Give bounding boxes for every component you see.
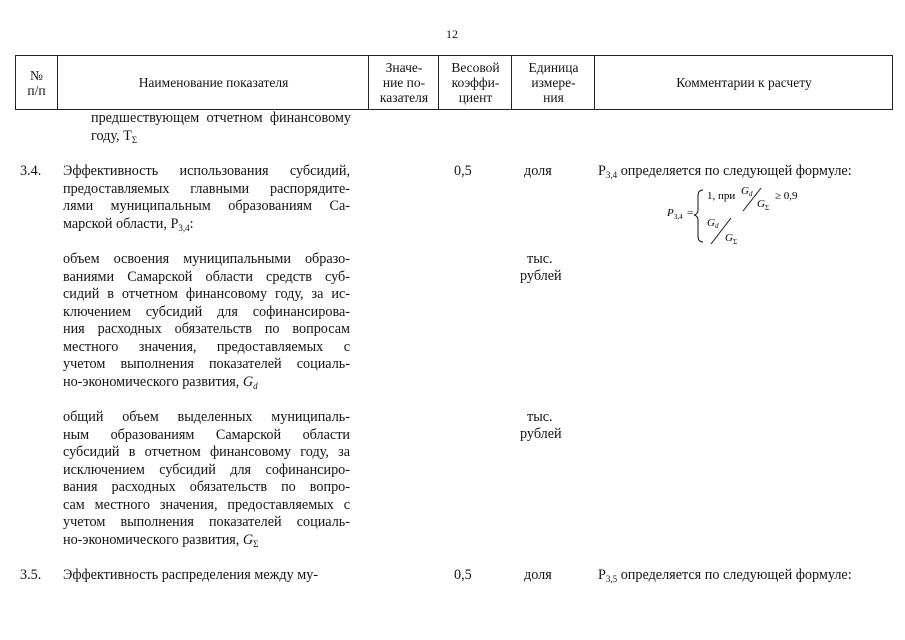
formula-g-den-2: G [725, 232, 733, 244]
row-3-4-comment: $Р_{3,4}$ определяется по следующей формуле: [598, 163, 852, 180]
gd-description: объем освоения муниципальными образо- ваниями Самарской области средств суб- сидий в отчетном финансовому году, за ис- ключением субсидий для софинансирова- ния расходных обязательств по вопросам местного значения, предоставляемых с учетом выполнения показателей социаль- но-экономического развития, $G_d$ [63, 251, 350, 391]
formula-g-num: G [741, 186, 749, 197]
formula-lhs-sub: 3,4 [674, 213, 683, 221]
formula-case1: 1, при [707, 190, 736, 202]
formula-sigma-den-2: Σ [733, 238, 738, 246]
header-num: № п/п [27, 67, 46, 98]
gs-unit-1: тыс. [527, 409, 553, 425]
header-name: Наименование показателя [57, 56, 369, 109]
header-unit: Единица измере- ния [511, 56, 595, 109]
formula-brace [694, 190, 703, 242]
header-weight: Весовой коэффи- циент [438, 56, 512, 109]
row-3-5-comment: $Р_{3,5}$ определяется по следующей формуле: [598, 567, 852, 584]
formula-p34 [665, 186, 825, 246]
page-number: 12 [446, 27, 458, 41]
row-3-5-name: Эффективность распределения между му- [63, 567, 319, 583]
gd-unit-1: тыс. [527, 251, 553, 267]
row-3-5-unit: доля [524, 567, 552, 583]
row-3-4-weight: 0,5 [454, 163, 472, 179]
header-value: Значе- ние по- казателя [368, 56, 439, 109]
row-3-4-unit: доля [524, 163, 552, 179]
carry-text: предшествующем отчетном финансовому году, $Т_\Sigma$ [91, 110, 351, 145]
formula-d-num: d [749, 190, 753, 198]
row-3-4-name: Эффективность использования субсидий, предоставляемых главными распорядите- лями муниципальным образованиям Са- марской области, $Р_{3,4}$: [63, 163, 350, 233]
formula-sigma-den: Σ [765, 204, 770, 212]
formula-cond: ≥ 0,9 [775, 190, 798, 202]
row-3-5-num: 3.5. [20, 567, 42, 583]
row-3-4-num: 3.4. [20, 163, 42, 179]
header-comment: Комментарии к расчету [594, 56, 893, 109]
formula-g-den: G [757, 198, 765, 210]
row-3-5-weight: 0,5 [454, 567, 472, 583]
formula-d-num-2: d [715, 222, 719, 230]
gs-description: общий объем выделенных муниципаль- ным образованиям Самарской области субсидий в отчетном финансовому году, за исключением субсидий для софинансиро- вания расходных обязательств по вопро- сам местного значения, предоставляемых с учетом выполнения показателей социаль- но-экономического развития, $G_\Sigma$ [63, 409, 350, 549]
formula-g-num-2: G [707, 217, 715, 229]
table-header [15, 55, 893, 110]
gs-unit-2: рублей [520, 426, 562, 442]
formula-lhs: P [667, 207, 674, 219]
gd-unit-2: рублей [520, 268, 562, 284]
formula-eq: = [687, 207, 694, 219]
